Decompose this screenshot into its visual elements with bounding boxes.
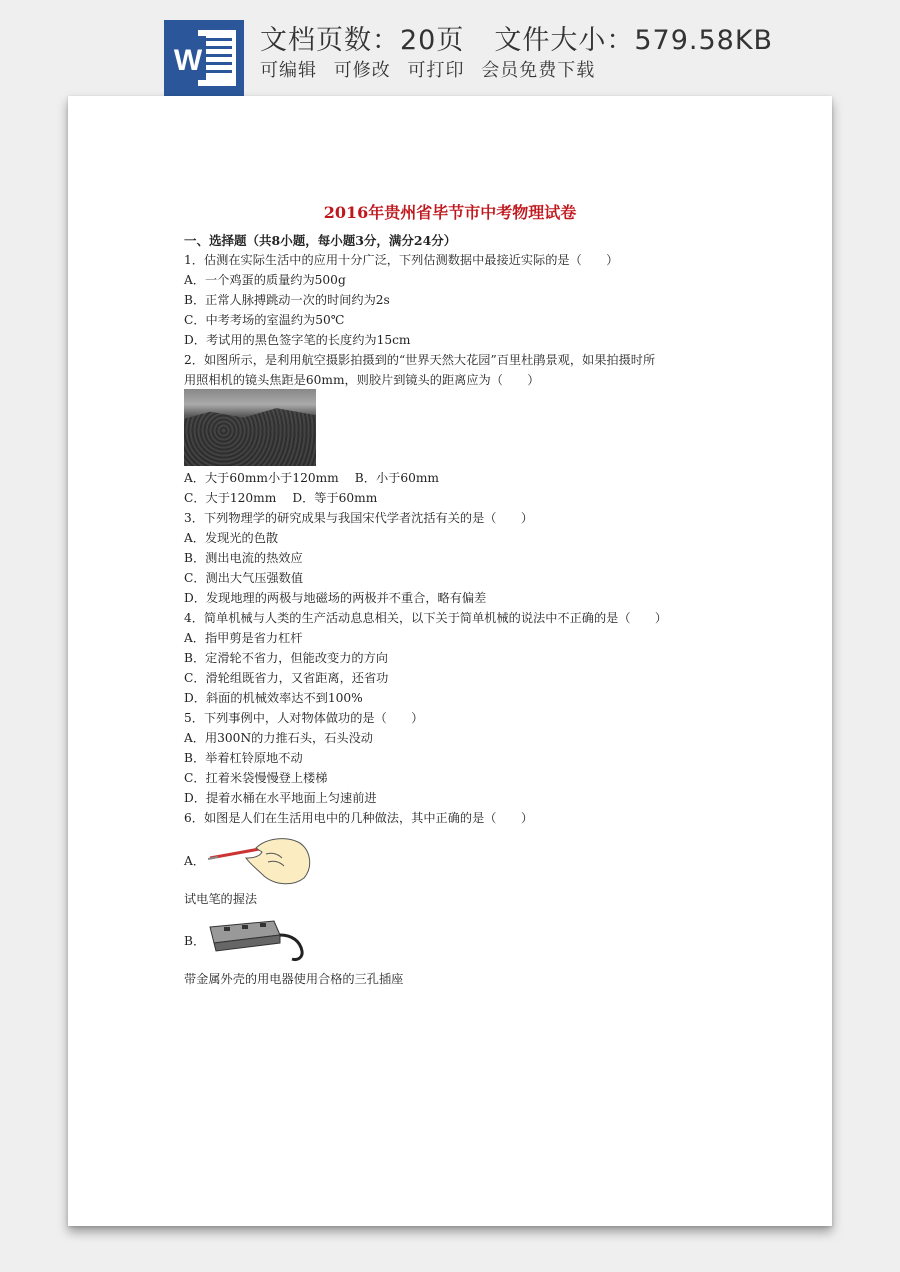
text-line: 1．估测在实际生活中的应用十分广泛，下列估测数据中最接近实际的是（ ） xyxy=(184,253,619,267)
text-line: C．测出大气压强数值 xyxy=(184,571,304,585)
text-line: A．指甲剪是省力杠杆 xyxy=(184,631,303,645)
feature-editable: 可编辑 xyxy=(260,60,317,81)
option-b-label: B． xyxy=(184,934,206,948)
feature-member-download: 会员免费下载 xyxy=(481,60,596,81)
file-size: 文件大小：579.58KB xyxy=(494,25,774,56)
option-a-caption: 试电笔的握法 xyxy=(184,892,258,906)
document-info-title xyxy=(260,18,773,57)
text-line: C．中考考场的室温约为50℃ xyxy=(184,313,345,327)
svg-text:W: W xyxy=(173,44,203,77)
section-title: 一、选择题（共8小题，每小题3分，满分24分） xyxy=(184,233,457,248)
test-pen-hand-illustration xyxy=(206,832,316,888)
power-strip-illustration xyxy=(204,913,308,965)
text-line: B．定滑轮不省力，但能改变力的方向 xyxy=(184,651,388,665)
text-line: B．正常人脉搏跳动一次的时间约为2s xyxy=(184,293,390,307)
text-line: 用照相机的镜头焦距是60mm，则胶片到镜头的距离应为（ ） xyxy=(184,373,540,387)
text-line: A．用300N的力推石头，石头没动 xyxy=(184,731,373,745)
document-title: 2016年贵州省毕节市中考物理试卷 xyxy=(323,203,577,222)
feature-modifiable: 可修改 xyxy=(333,60,391,81)
text-line: B．测出电流的热效应 xyxy=(184,551,303,565)
text-line: 2．如图所示，是利用航空摄影拍摄到的“世界天然大花园”百里杜鹃景观，如果拍摄时所 xyxy=(184,353,656,367)
option-a-label: A． xyxy=(184,854,205,868)
question-block-1 xyxy=(184,250,744,390)
feature-printable: 可打印 xyxy=(407,60,465,81)
text-line: D．提着水桶在水平地面上匀速前进 xyxy=(184,791,377,805)
document-page xyxy=(68,96,832,1226)
question-block-2 xyxy=(184,468,744,828)
text-line: A．发现光的色散 xyxy=(184,531,279,545)
text-line: C．滑轮组既省力，又省距离，还省功 xyxy=(184,671,389,685)
text-line: 4．简单机械与人类的生产活动息息相关，以下关于简单机械的说法中不正确的是（ ） xyxy=(184,611,668,625)
text-line: D．发现地理的两极与地磁场的两极并不重合，略有偏差 xyxy=(184,591,487,605)
text-line: C．扛着米袋慢慢登上楼梯 xyxy=(184,771,328,785)
text-line: 6．如图是人们在生活用电中的几种做法，其中正确的是（ ） xyxy=(184,811,534,825)
text-line: A．一个鸡蛋的质量约为500g xyxy=(184,273,346,287)
text-line: C．大于120mm D．等于60mm xyxy=(184,491,378,505)
page-count: 文档页数：20页 xyxy=(260,25,465,56)
text-line: 3．下列物理学的研究成果与我国宋代学者沈括有关的是（ ） xyxy=(184,511,534,525)
word-document-icon xyxy=(164,20,244,96)
text-line: B．举着杠铃原地不动 xyxy=(184,751,303,765)
feature-list xyxy=(260,56,605,82)
text-line: A．大于60mm小于120mm B．小于60mm xyxy=(184,471,439,485)
text-line: 5．下列事例中，人对物体做功的是（ ） xyxy=(184,711,424,725)
landscape-photo xyxy=(184,389,316,466)
option-b-caption: 带金属外壳的用电器使用合格的三孔插座 xyxy=(184,972,404,986)
text-line: D．斜面的机械效率达不到100% xyxy=(184,691,363,705)
text-line: D．考试用的黑色签字笔的长度约为15cm xyxy=(184,333,411,347)
